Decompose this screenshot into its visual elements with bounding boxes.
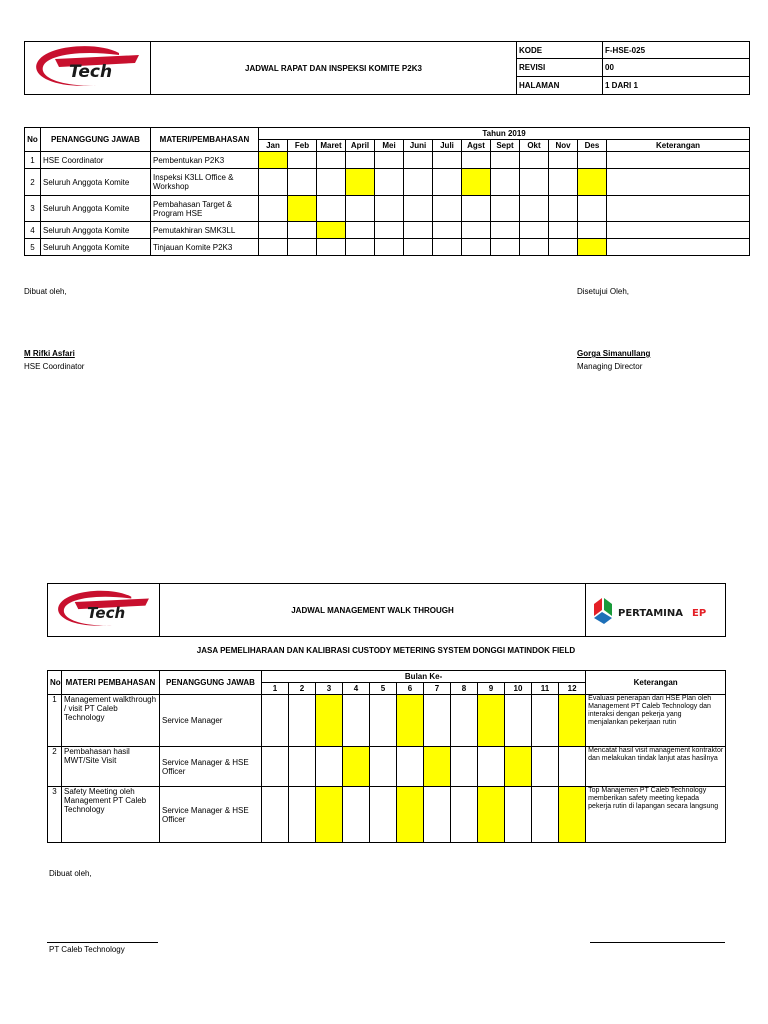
meta-value: 1 DARI 1 [603, 77, 750, 95]
row-pj: Service Manager [160, 695, 262, 747]
col-pj: PENANGGUNG JAWAB [160, 671, 262, 695]
row-no: 1 [25, 152, 41, 169]
schedule-mark [346, 169, 375, 196]
schedule-cell [262, 695, 289, 747]
schedule-cell [375, 152, 404, 169]
col-ket: Keterangan [607, 140, 750, 152]
schedule-cell [462, 239, 491, 256]
month-header: Agst [462, 140, 491, 152]
schedule-cell [451, 695, 478, 747]
made-by-name: M Rifki Asfari [24, 349, 75, 358]
company-sign: PT Caleb Technology [49, 945, 125, 954]
month-header: 3 [316, 683, 343, 695]
schedule-cell [404, 152, 433, 169]
row-pj: Seluruh Anggota Komite [41, 196, 151, 222]
row-materi: Safety Meeting oleh Management PT Caleb Technology [62, 787, 160, 843]
schedule-cell [375, 196, 404, 222]
schedule-cell [451, 787, 478, 843]
month-header: 10 [505, 683, 532, 695]
signature-line [590, 942, 725, 943]
schedule-mark [559, 695, 586, 747]
schedule-cell [559, 747, 586, 787]
table-row [48, 747, 726, 787]
schedule-cell [289, 695, 316, 747]
month-header: Jan [259, 140, 288, 152]
month-header: Maret [317, 140, 346, 152]
row-pj: Service Manager & HSE Officer [160, 747, 262, 787]
svg-text:EP: EP [692, 608, 707, 619]
doc1-schedule [24, 127, 750, 256]
row-materi: Management walkthrough / visit PT Caleb Technology [62, 695, 160, 747]
row-materi: Inspeksi K3LL Office & Workshop [151, 169, 259, 196]
schedule-cell [549, 152, 578, 169]
approved-by-role: Managing Director [577, 362, 643, 371]
table-row [25, 196, 750, 222]
row-materi: Pembahasan Target & Program HSE [151, 196, 259, 222]
row-no: 5 [25, 239, 41, 256]
doc1-title: JADWAL RAPAT DAN INSPEKSI KOMITE P2K3 [151, 42, 517, 95]
doc2-schedule [47, 670, 726, 843]
month-header: Juli [433, 140, 462, 152]
approved-by-label: Disetujui Oleh, [577, 287, 630, 296]
schedule-cell [424, 695, 451, 747]
schedule-cell [375, 169, 404, 196]
schedule-cell [259, 239, 288, 256]
row-no: 2 [48, 747, 62, 787]
tech-logo-icon [27, 45, 147, 91]
schedule-mark [288, 196, 317, 222]
schedule-cell [505, 787, 532, 843]
schedule-cell [578, 222, 607, 239]
schedule-cell [346, 239, 375, 256]
schedule-cell [370, 747, 397, 787]
schedule-cell [491, 169, 520, 196]
month-header: 5 [370, 683, 397, 695]
schedule-cell [317, 196, 346, 222]
schedule-cell [346, 222, 375, 239]
month-header: 8 [451, 683, 478, 695]
month-header: Nov [549, 140, 578, 152]
table-row [48, 787, 726, 843]
schedule-cell [370, 695, 397, 747]
col-ket: Keterangan [586, 671, 726, 695]
col-year: Tahun 2019 [259, 128, 750, 140]
tech-logo-icon [50, 588, 156, 632]
schedule-cell [316, 747, 343, 787]
schedule-cell [491, 196, 520, 222]
month-header: 6 [397, 683, 424, 695]
schedule-mark [559, 787, 586, 843]
schedule-cell [346, 152, 375, 169]
col-pj: PENANGGUNG JAWAB [41, 128, 151, 152]
schedule-cell [549, 222, 578, 239]
month-header: 4 [343, 683, 370, 695]
meta-value: F-HSE-025 [603, 42, 750, 59]
row-ket [607, 239, 750, 256]
month-header: 9 [478, 683, 505, 695]
schedule-cell [462, 152, 491, 169]
schedule-cell [317, 169, 346, 196]
schedule-cell [343, 787, 370, 843]
row-materi: Pembahasan hasil MWT/Site Visit [62, 747, 160, 787]
schedule-cell [520, 222, 549, 239]
schedule-cell [259, 222, 288, 239]
schedule-cell [532, 747, 559, 787]
month-header: Sept [491, 140, 520, 152]
made-by-label: Dibuat oleh, [24, 287, 67, 296]
meta-label: REVISI [517, 59, 603, 77]
table-row [48, 695, 726, 747]
schedule-cell [397, 747, 424, 787]
table-row [25, 222, 750, 239]
schedule-cell [433, 196, 462, 222]
doc2-subtitle: JASA PEMELIHARAAN DAN KALIBRASI CUSTODY METERING SYSTEM DONGGI MATINDOK FIELD [196, 646, 576, 655]
schedule-cell [520, 196, 549, 222]
made-by-label: Dibuat oleh, [49, 869, 92, 878]
schedule-cell [288, 239, 317, 256]
schedule-cell [520, 239, 549, 256]
schedule-cell [505, 695, 532, 747]
row-pj: Seluruh Anggota Komite [41, 239, 151, 256]
schedule-cell [578, 196, 607, 222]
schedule-cell [289, 747, 316, 787]
row-no: 1 [48, 695, 62, 747]
row-pj: Service Manager & HSE Officer [160, 787, 262, 843]
schedule-cell [549, 196, 578, 222]
month-header: Des [578, 140, 607, 152]
schedule-mark [316, 787, 343, 843]
doc2-title: JADWAL MANAGEMENT WALK THROUGH [160, 584, 586, 637]
schedule-cell [578, 152, 607, 169]
month-header: 11 [532, 683, 559, 695]
schedule-cell [288, 152, 317, 169]
schedule-cell [433, 152, 462, 169]
col-no: No [25, 128, 41, 152]
row-pj: HSE Coordinator [41, 152, 151, 169]
month-header: 2 [289, 683, 316, 695]
row-no: 3 [25, 196, 41, 222]
schedule-cell [346, 196, 375, 222]
schedule-cell [433, 169, 462, 196]
table-row [25, 239, 750, 256]
month-header: Juni [404, 140, 433, 152]
schedule-cell [259, 169, 288, 196]
partner-logo [586, 584, 726, 637]
schedule-cell [404, 222, 433, 239]
row-ket [607, 152, 750, 169]
company-logo [25, 42, 151, 95]
month-header: 7 [424, 683, 451, 695]
schedule-mark [578, 169, 607, 196]
schedule-cell [478, 747, 505, 787]
month-header: 12 [559, 683, 586, 695]
schedule-cell [462, 222, 491, 239]
schedule-cell [424, 787, 451, 843]
row-ket: Evaluasi penerapan dari HSE Plan oleh Management PT Caleb Technology dan interaksi dengan pekerja yang menjalankan pekerjaan rutin [586, 695, 726, 747]
svg-text:Tech: Tech [87, 603, 126, 622]
doc1-header [24, 41, 750, 95]
schedule-mark [317, 222, 346, 239]
col-month-group: Bulan Ke- [262, 671, 586, 683]
schedule-cell [532, 787, 559, 843]
row-materi: Tinjauan Komite P2K3 [151, 239, 259, 256]
month-header: Okt [520, 140, 549, 152]
col-no: No [48, 671, 62, 695]
col-materi: MATERI PEMBAHASAN [62, 671, 160, 695]
approved-by-name: Gorga Simanullang [577, 349, 651, 358]
row-ket: Top Manajemen PT Caleb Technology memberikan safety meeting kepada pekerja rutin di lapangan secara langsung [586, 787, 726, 843]
row-no: 4 [25, 222, 41, 239]
col-materi: MATERI/PEMBAHASAN [151, 128, 259, 152]
svg-text:Tech: Tech [69, 62, 113, 82]
month-header: April [346, 140, 375, 152]
schedule-cell [433, 239, 462, 256]
row-pj: Seluruh Anggota Komite [41, 222, 151, 239]
schedule-cell [343, 695, 370, 747]
schedule-mark [343, 747, 370, 787]
table-row [25, 169, 750, 196]
schedule-mark [478, 787, 505, 843]
schedule-cell [259, 196, 288, 222]
schedule-mark [397, 695, 424, 747]
schedule-cell [289, 787, 316, 843]
schedule-cell [532, 695, 559, 747]
schedule-cell [370, 787, 397, 843]
row-no: 2 [25, 169, 41, 196]
meta-label: KODE [517, 42, 603, 59]
doc2-header [47, 583, 726, 637]
schedule-cell [375, 239, 404, 256]
svg-text:PERTAMINA: PERTAMINA [618, 608, 683, 619]
schedule-cell [433, 222, 462, 239]
schedule-cell [262, 787, 289, 843]
schedule-cell [520, 152, 549, 169]
schedule-cell [404, 169, 433, 196]
schedule-cell [549, 169, 578, 196]
schedule-cell [262, 747, 289, 787]
schedule-cell [404, 196, 433, 222]
row-pj: Seluruh Anggota Komite [41, 169, 151, 196]
schedule-cell [549, 239, 578, 256]
row-materi: Pemutakhiran SMK3LL [151, 222, 259, 239]
row-ket [607, 169, 750, 196]
meta-label: HALAMAN [517, 77, 603, 95]
month-header: 1 [262, 683, 289, 695]
schedule-mark [259, 152, 288, 169]
company-logo [48, 584, 160, 637]
row-no: 3 [48, 787, 62, 843]
month-header: Feb [288, 140, 317, 152]
schedule-cell [404, 239, 433, 256]
pertamina-logo-icon [588, 590, 722, 630]
made-by-role: HSE Coordinator [24, 362, 85, 371]
schedule-cell [288, 169, 317, 196]
schedule-cell [317, 239, 346, 256]
schedule-mark [424, 747, 451, 787]
row-ket: Mencatat hasil visit management kontraktor dan melakukan tindak lanjut atas hasilnya [586, 747, 726, 787]
row-ket [607, 196, 750, 222]
schedule-cell [462, 196, 491, 222]
schedule-mark [505, 747, 532, 787]
schedule-cell [520, 169, 549, 196]
signature-line [47, 942, 158, 943]
schedule-cell [491, 239, 520, 256]
schedule-mark [578, 239, 607, 256]
table-row [25, 152, 750, 169]
schedule-mark [478, 695, 505, 747]
schedule-cell [317, 152, 346, 169]
schedule-cell [375, 222, 404, 239]
schedule-cell [288, 222, 317, 239]
schedule-mark [316, 695, 343, 747]
row-ket [607, 222, 750, 239]
schedule-cell [491, 222, 520, 239]
schedule-mark [462, 169, 491, 196]
row-materi: Pembentukan P2K3 [151, 152, 259, 169]
schedule-mark [397, 787, 424, 843]
schedule-cell [451, 747, 478, 787]
meta-value: 00 [603, 59, 750, 77]
month-header: Mei [375, 140, 404, 152]
schedule-cell [491, 152, 520, 169]
